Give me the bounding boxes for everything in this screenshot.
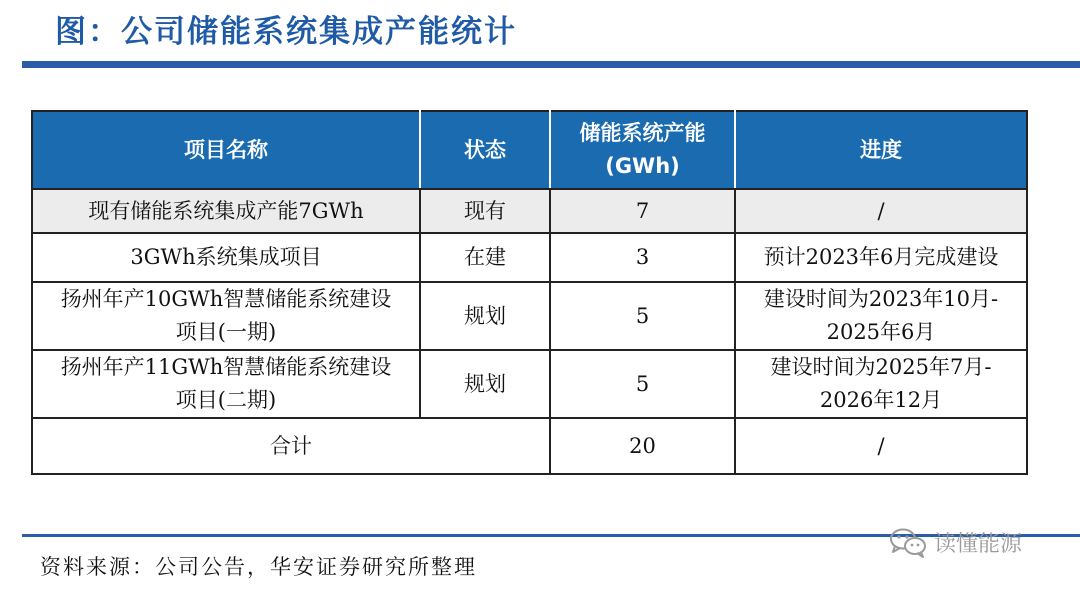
page-title: 图：公司储能系统集成产能统计 bbox=[55, 14, 517, 50]
cell-progress: / bbox=[735, 189, 1027, 233]
cell-project-name: 现有储能系统集成产能7GWh bbox=[32, 189, 420, 233]
header-capacity-line1: 储能系统产能 bbox=[579, 121, 706, 145]
capacity-table bbox=[31, 110, 1028, 475]
cell-status: 规划 bbox=[420, 282, 550, 350]
header-capacity-line2: (GWh) bbox=[605, 154, 680, 178]
cell-status: 现有 bbox=[420, 189, 550, 233]
cell-project-name-line2: 项目(二期) bbox=[175, 388, 277, 412]
wechat-icon bbox=[888, 526, 928, 558]
cell-capacity: 5 bbox=[550, 350, 735, 418]
cell-capacity: 3 bbox=[550, 233, 735, 282]
header-capacity bbox=[550, 111, 735, 189]
total-label: 合计 bbox=[32, 418, 550, 474]
total-row bbox=[32, 418, 1027, 474]
total-progress: / bbox=[735, 418, 1027, 474]
cell-project-name: 3GWh系统集成项目 bbox=[32, 233, 420, 282]
cell-progress: 预计2023年6月完成建设 bbox=[735, 233, 1027, 282]
total-capacity: 20 bbox=[550, 418, 735, 474]
cell-progress bbox=[735, 282, 1027, 350]
watermark-text: 读懂能源 bbox=[934, 531, 1023, 557]
cell-project-name-line1: 扬州年产11GWh智慧储能系统建设 bbox=[60, 355, 392, 379]
cell-project-name bbox=[32, 282, 420, 350]
cell-project-name-line1: 扬州年产10GWh智慧储能系统建设 bbox=[60, 287, 392, 311]
cell-progress-line1: 建设时间为2025年7月- bbox=[770, 355, 992, 379]
table-header-row bbox=[32, 111, 1027, 189]
watermark bbox=[888, 526, 1022, 558]
header-status: 状态 bbox=[420, 111, 550, 189]
table-row bbox=[32, 189, 1027, 233]
cell-capacity: 7 bbox=[550, 189, 735, 233]
cell-status: 规划 bbox=[420, 350, 550, 418]
cell-progress-line2: 2025年6月 bbox=[826, 320, 936, 344]
header-progress: 进度 bbox=[735, 111, 1027, 189]
table-row bbox=[32, 350, 1027, 418]
cell-progress bbox=[735, 350, 1027, 418]
cell-status: 在建 bbox=[420, 233, 550, 282]
cell-progress-line1: 建设时间为2023年10月- bbox=[763, 287, 999, 311]
cell-progress-line2: 2026年12月 bbox=[819, 388, 943, 412]
cell-project-name bbox=[32, 350, 420, 418]
cell-project-name-line2: 项目(一期) bbox=[175, 320, 277, 344]
table-row bbox=[32, 233, 1027, 282]
top-divider bbox=[22, 61, 1080, 68]
table-row bbox=[32, 282, 1027, 350]
header-project-name: 项目名称 bbox=[32, 111, 420, 189]
cell-capacity: 5 bbox=[550, 282, 735, 350]
source-note: 资料来源：公司公告，华安证券研究所整理 bbox=[40, 555, 477, 579]
